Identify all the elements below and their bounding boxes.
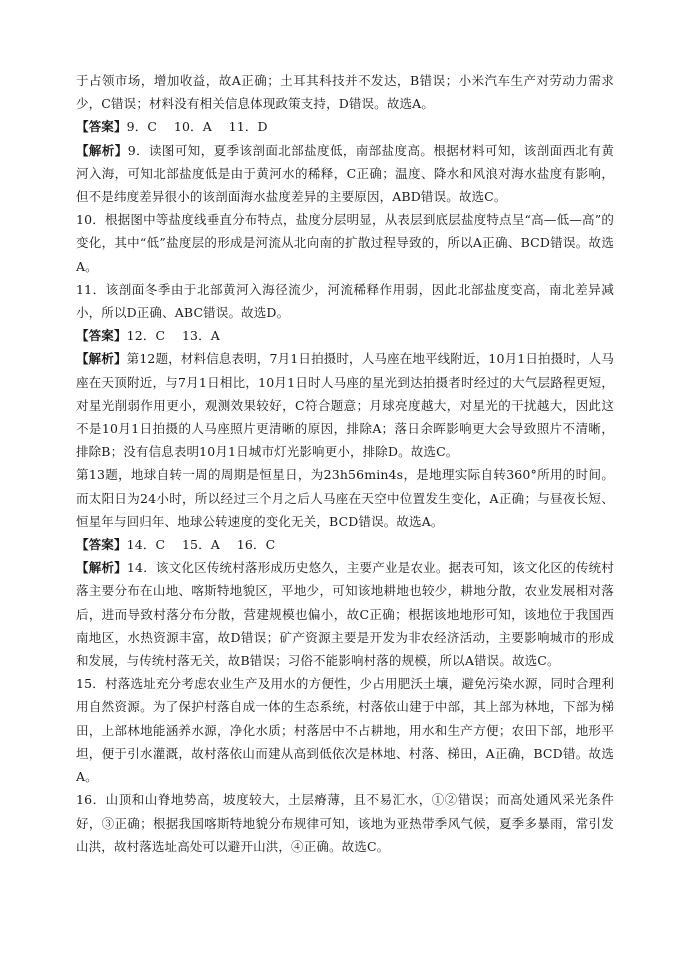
answer-text: 12．C 13．A bbox=[126, 328, 220, 344]
answer-14-16 bbox=[76, 533, 614, 556]
answer-label: 【答案】 bbox=[76, 328, 127, 344]
analysis-text: 9．读图可知，夏季该剖面北部盐度低，南部盐度高。根据材料可知，该剖面西北有黄河入海，可知北部盐度低是由于黄河水的稀释，C正确；温度、降水和风浪对海水盐度有影响，但不是纬度差异很小的该剖面海水盐度差异的主要原因，ABD错误。故选C。 bbox=[76, 142, 614, 205]
analysis-text: 14．该文化区传统村落形成历史悠久，主要产业是农业。据表可知，该文化区的传统村落主要分布在山地、喀斯特地貌区，平地少，可知该地耕地也较少，耕地分散，农业发展相对落后，进而导致村落分布分散，营建规模也偏小，故C正确；根据该地地形可知，该地位于我国西南地区，水热资源丰富，故D错误；矿产资源主要是开发为非农经济活动，主要影响城市的形成和发展，与传统村落无关，故B错误；习俗不能影响村落的规模，所以A错误。故选C。 bbox=[76, 560, 614, 669]
analysis-text: 第12题，材料信息表明，7月1日拍摄时，人马座在地平线附近，10月1日拍摄时，人马座在天顶附近，与7月1日相比，10月1日时人马座的星光到达拍摄者时经过的大气层路程更短，对星光削弱作用更小，观测效果较好，C符合题意；月球亮度越大，对星光的干扰越大，因此这不是10月1日拍摄的人马座照片更清晰的原因，排除A；落日余晖影响更大会导致照片不清晰，排除B；没有信息表明10月1日城市灯光影响更小，排除D。故选C。 bbox=[76, 351, 614, 460]
analysis-11: 11．该剖面冬季由于北部黄河入海径流少，河流稀释作用弱，因此北部盐度变高，南北差异减小，所以D正确、ABC错误。故选D。 bbox=[76, 281, 614, 321]
analysis-13: 第13题，地球自转一周的周期是恒星日，为23h56min4s，是地理实际自转360°所用的时间。而太阳日为24小时，所以经过三个月之后人马座在天空中位置发生变化，A正确；与昼夜长短、恒星年与回归年、地球公转速度的变化无关，BCD错误。故选A。 bbox=[76, 467, 614, 529]
analysis-9 bbox=[76, 139, 614, 209]
document-page bbox=[76, 69, 614, 858]
analysis-label: 【解析】 bbox=[76, 142, 128, 158]
answer-text: 9．C 10．A 11．D bbox=[126, 119, 268, 135]
answer-text: 14．C 15．A 16．C bbox=[126, 537, 276, 553]
analysis-14 bbox=[76, 556, 614, 672]
answer-12-13 bbox=[76, 324, 614, 347]
analysis-16: 16．山顶和山脊地势高，坡度较大，土层瘠薄，且不易汇水，①②错误；而高处通风采光条件好，③正确；根据我国喀斯特地貌分布规律可知，该地为亚热带季风气候，夏季多暴雨，常引发山洪，故村落选址高处可以避开山洪，④正确。故选C。 bbox=[76, 792, 614, 854]
analysis-12 bbox=[76, 347, 614, 463]
analysis-15: 15．村落选址充分考虑农业生产及用水的方便性，少占用肥沃土壤，避免污染水源，同时合理利用自然资源。为了保护村落自成一体的生态系统，村落依山建于中部，其上部为林地，下部为梯田，上部林地能涵养水源，净化水质；村落居中不占耕地，用水和生产方便；农田下部，地形平坦，便于引水灌溉，故村落依山而建从高到低依次是林地、村落、梯田，A正确，BCD错。故选A。 bbox=[76, 676, 614, 785]
paragraph-continuation: 于占领市场，增加收益，故A正确；土耳其科技并不发达，B错误；小米汽车生产对劳动力需求少，C错误；材料没有相关信息体现政策支持，D错误。故选A。 bbox=[76, 73, 614, 112]
analysis-label: 【解析】 bbox=[76, 560, 127, 576]
answer-9-11 bbox=[76, 115, 614, 138]
analysis-10: 10．根据图中等盐度线垂直分布特点，盐度分层明显，从表层到底层盐度特点呈“高—低—高”的变化，其中“低”盐度层的形成是河流从北向南的扩散过程导致的，所以A正确、BCD错误。故选A。 bbox=[76, 212, 614, 274]
analysis-label: 【解析】 bbox=[76, 351, 127, 367]
answer-label: 【答案】 bbox=[76, 537, 127, 553]
answer-label: 【答案】 bbox=[76, 119, 127, 135]
